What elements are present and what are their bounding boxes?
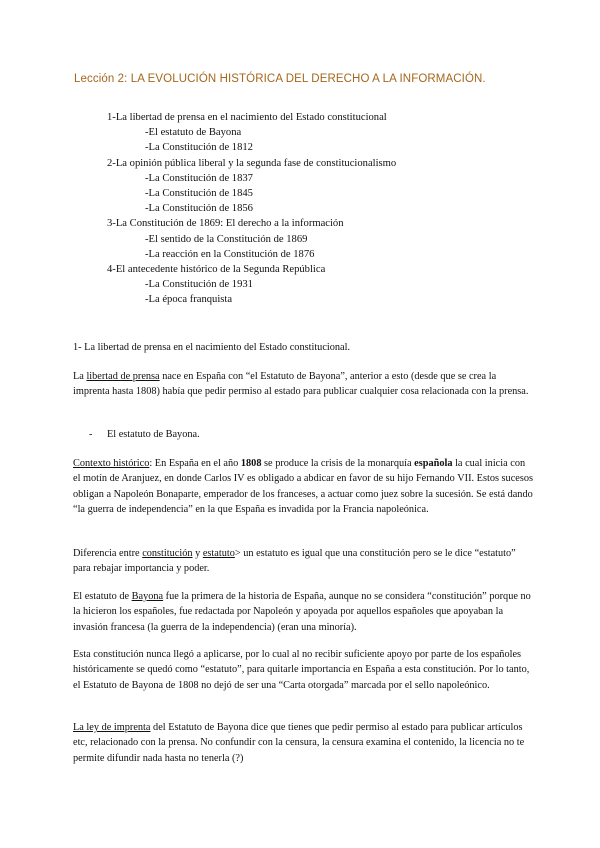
toc-subitem: -La Constitución de 1856	[145, 203, 253, 215]
toc-subitem: -El sentido de la Constitución de 1869	[145, 233, 308, 245]
text: fue la primera de la historia de España, aunque no se considera “constitución” porque no la hicieron los españoles, fue redactada por Napoleón y apoyada por aquellos españoles que apoyaban la invasión francesa (la guerra de la independencia) (eran una minoría).	[73, 591, 531, 633]
toc-item: 1-La libertad de prensa en el nacimiento del Estado constitucional	[107, 112, 387, 123]
toc-subitem: -La Constitución de 1845	[145, 188, 253, 200]
underlined-term: Contexto histórico	[73, 458, 150, 469]
bullet-item	[89, 429, 200, 440]
toc-subitem: -La reacción en la Constitución de 1876	[145, 248, 315, 260]
paragraph-estatuto-bayona	[73, 589, 533, 635]
underlined-term: libertad de prensa	[86, 371, 160, 382]
bullet-text: El estatuto de Bayona.	[107, 429, 200, 440]
text: Esta constitución nunca llegó a aplicarse, por lo cual al no recibir suficiente apoyo por parte de los españoles históricamente se quedó como “estatuto”, para quitarle importancia en España a esta constitución. Por lo tanto, el Estatuto de Bayona de 1808 no dejó de ser una “Carta otorgada” marcada por el sello napoleónico.	[73, 649, 530, 691]
text: del Estatuto de Bayona dice que tienes que pedir permiso al estado para publicar artículos etc, relacionado con la prensa. No confundir con la censura, la censura examina el contenido, la licencia no te permite difundir nada hasta no tenerla (?)	[73, 722, 525, 764]
paragraph-libertad-prensa	[73, 369, 533, 400]
lesson-title: Lección 2: LA EVOLUCIÓN HISTÓRICA DEL DERECHO A LA INFORMACIÓN.	[74, 73, 486, 85]
underlined-term: Bayona	[131, 591, 164, 602]
toc-subitem: -El estatuto de Bayona	[145, 127, 242, 139]
text: nace en España con “el Estatuto de Bayona”, anterior a esto (desde que se crea la imprenta hasta 1808) había que pedir permiso al estado para publicar cualquier cosa relacionada con la prensa.	[73, 371, 529, 398]
underlined-term: constitución	[142, 548, 193, 559]
text: : En España en el año	[149, 458, 241, 469]
paragraph-ley-imprenta	[73, 720, 533, 766]
bold-term: española	[414, 458, 453, 469]
toc-subitem: -La Constitución de 1812	[145, 142, 253, 154]
section-heading-text: 1- La libertad de prensa en el nacimiento del Estado constitucional.	[73, 342, 351, 353]
text: se produce la crisis de la monarquía	[261, 458, 415, 469]
text: El estatuto de	[73, 591, 132, 602]
paragraph-diferencia	[73, 546, 533, 577]
toc-item: 4-El antecedente histórico de la Segunda República	[107, 264, 326, 276]
toc-item: 3-La Constitución de 1869: El derecho a la información	[107, 218, 344, 230]
underlined-term: estatuto	[202, 548, 235, 559]
text: y	[192, 548, 203, 559]
section-heading	[73, 340, 533, 355]
underlined-term: La ley de imprenta	[73, 722, 151, 733]
text: la cual inicia con el motín de Aranjuez, en donde Carlos IV es obligado a abdicar en favor de su hijo Fernando VII. Estos sucesos obligan a Napoleón Bonaparte, emperador de los franceses, a actuar como juez sobre la sucesión. Se está dando “la guerra de independencia” en la que España es invadida por la Francia napoleónica.	[73, 458, 534, 515]
bold-year: 1808	[240, 458, 262, 469]
paragraph-contexto-historico	[73, 456, 533, 517]
text: La	[73, 371, 87, 382]
toc-subitem: -La Constitución de 1931	[145, 279, 253, 291]
paragraph-constitucion-aplicacion	[73, 647, 533, 693]
bullet-dash: -	[89, 429, 93, 440]
table-of-contents	[107, 110, 396, 308]
text: Diferencia entre	[73, 548, 143, 559]
toc-subitem: -La época franquista	[145, 294, 233, 306]
toc-subitem: -La Constitución de 1837	[145, 172, 253, 184]
text: > un estatuto es igual que una constitución pero se le dice “estatuto” para rebajar importancia y poder.	[73, 548, 516, 575]
toc-item: 2-La opinión pública liberal y la segunda fase de constitucionalismo	[107, 157, 397, 169]
